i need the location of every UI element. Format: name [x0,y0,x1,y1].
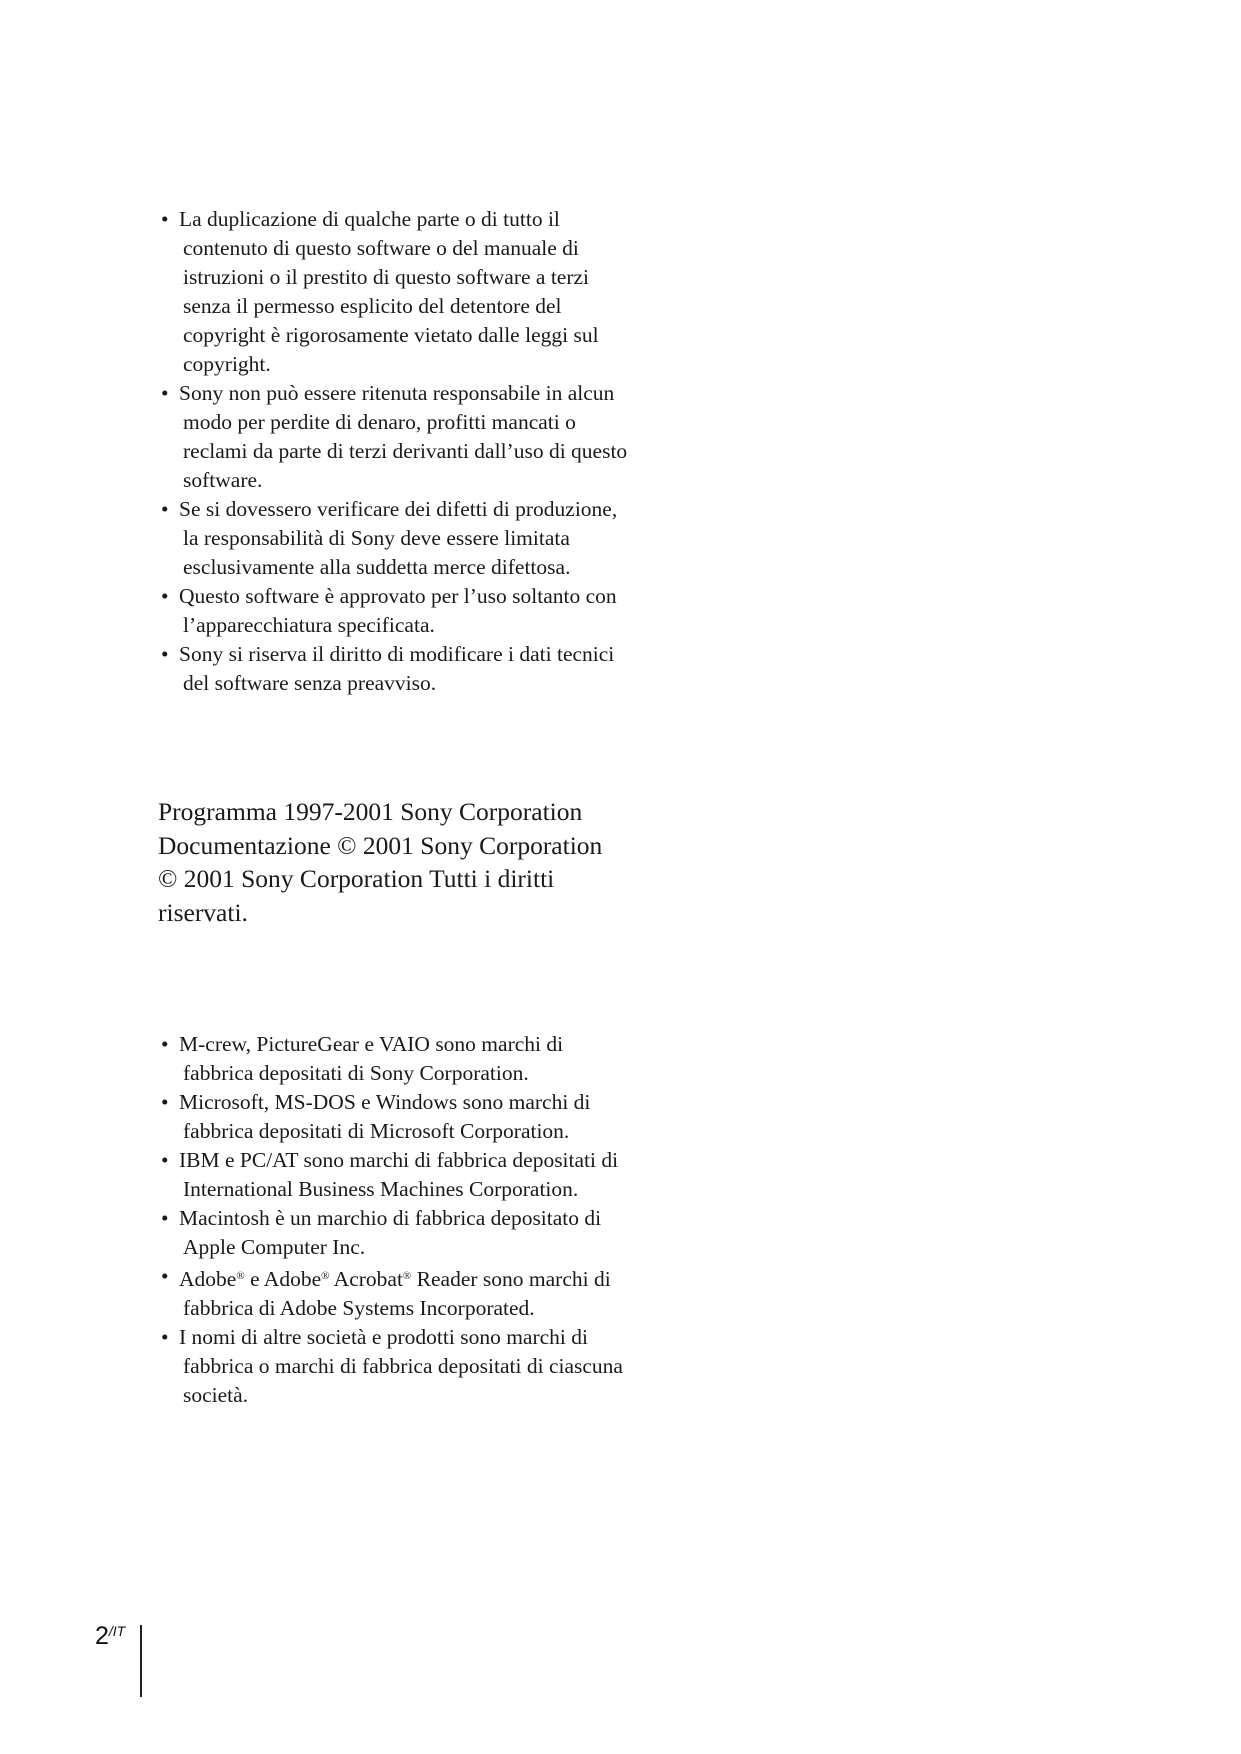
page-language-code: /IT [108,1623,126,1639]
disclaimer-item-approved-use: • Questo software è approvato per l’uso soltanto con l’apparecchiatura specificata. [161,584,617,637]
copyright-documentation: Documentazione © 2001 Sony Corporation [158,830,603,860]
bullet-icon: • [161,1032,169,1056]
trademark-item-sony: • M-crew, PictureGear e VAIO sono marchi di fabbrica depositati di Sony Corporation. [161,1032,564,1085]
disclaimer-list [158,205,628,698]
trademark-item-others: • I nomi di altre società e prodotti sono marchi di fabbrica o marchi di fabbrica depositati di ciascuna società. [161,1325,623,1407]
registered-mark: ® [402,1270,412,1282]
disclaimer-item-liability: • Sony non può essere ritenuta responsabile in alcun modo per perdite di denaro, profitti mancati o reclami da parte di terzi derivanti dall’uso di questo software. [161,381,628,492]
registered-mark: ® [236,1270,245,1282]
bullet-icon: • [161,207,169,231]
bullet-icon: • [161,381,169,405]
copyright-notice [158,795,628,929]
adobe-text-4: Reader sono marchi di fabbrica di Adobe Systems Incorporated. [183,1267,611,1320]
registered-mark: ® [321,1270,330,1282]
bullet-icon: • [161,497,169,521]
trademark-list [158,1030,628,1410]
bullet-icon: • [161,1264,169,1288]
page-number-value: 2 [95,1622,109,1650]
bullet-icon: • [161,1325,169,1349]
disclaimer-item-duplication: • La duplicazione di qualche parte o di tutto il contenuto di questo software o del manuale di istruzioni o il prestito di questo software a terzi senza il permesso esplicito del detentore del copyright è rigorosamente vietato dalle leggi sul copyright. [161,207,599,376]
adobe-text-3: Acrobat [329,1267,403,1291]
copyright-rights: © 2001 Sony Corporation Tutti i diritti riservati. [158,864,555,927]
adobe-text-1: Adobe [179,1267,237,1291]
bullet-icon: • [161,584,169,608]
adobe-text-2: e Adobe [244,1267,322,1291]
trademark-item-adobe [158,1262,628,1323]
disclaimer-item-defects: • Se si dovessero verificare dei difetti di produzione, la responsabilità di Sony deve essere limitata esclusivamente alla suddetta merce difettosa. [161,497,618,579]
bullet-icon: • [161,642,169,666]
page-number [95,1622,125,1651]
bullet-icon: • [161,1090,169,1114]
bullet-icon: • [161,1206,169,1230]
trademark-item-microsoft: • Microsoft, MS-DOS e Windows sono marchi di fabbrica depositati di Microsoft Corporation. [161,1090,591,1143]
trademark-item-ibm: • IBM e PC/AT sono marchi di fabbrica depositati di International Business Machines Corporation. [161,1148,619,1201]
disclaimer-item-specs-change: • Sony si riserva il diritto di modificare i dati tecnici del software senza preavviso. [161,642,615,695]
page-edge-rule [140,1625,142,1697]
bullet-icon: • [161,1148,169,1172]
copyright-program: Programma 1997-2001 Sony Corporation [158,797,583,826]
trademark-item-apple: • Macintosh è un marchio di fabbrica depositato di Apple Computer Inc. [161,1206,602,1259]
